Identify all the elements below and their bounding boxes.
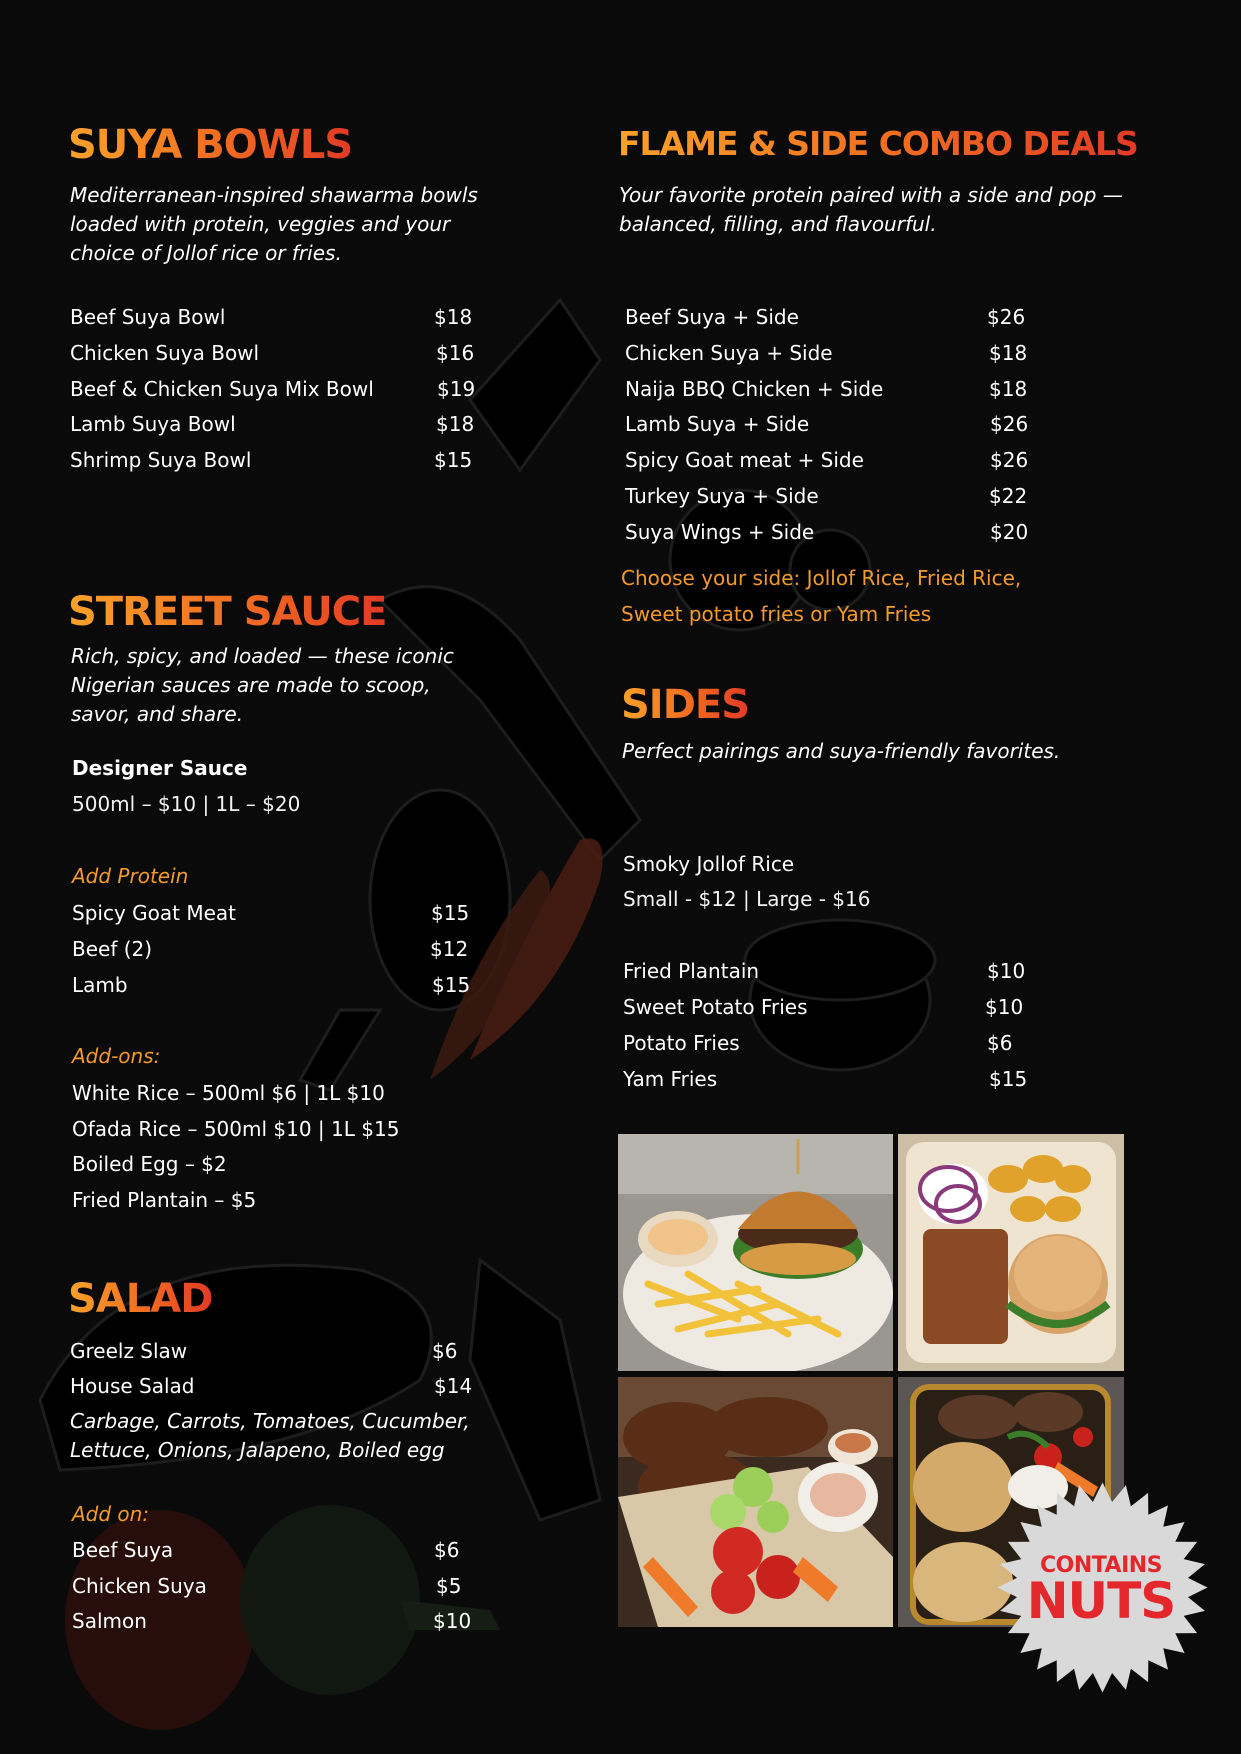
street-sauce-description: Rich, spicy, and loaded — these iconic Nigerian sauces are made to scoop, savor, and share. [71,644,454,726]
combo-side-note-line2: Sweet potato fries or Yam Fries [621,602,932,626]
item-price: $18 [434,305,473,329]
designer-sauce-title: Designer Sauce [72,756,248,780]
list-item [70,1372,490,1400]
list-item [625,375,1045,403]
photo-burger-fries [618,1134,893,1371]
list-item [625,339,1045,367]
item-name: Suya Wings + Side [625,520,815,544]
item-price: $15 [432,973,471,997]
addons-label: Add-ons: [72,1044,161,1068]
item-name: Lamb Suya Bowl [70,412,236,436]
item-price: $26 [990,412,1029,436]
item-price: $18 [436,412,475,436]
list-item [70,339,490,367]
item-name: Yam Fries [623,1067,718,1091]
item-price: $26 [987,305,1026,329]
jollof-sizes: Small - $12 | Large - $16 [623,887,871,911]
badge-nuts-text: NUTS [1026,1572,1176,1630]
item-name: Lamb [72,973,128,997]
item-price: $18 [989,341,1028,365]
item-price: $15 [434,448,473,472]
item-name: Greelz Slaw [70,1339,188,1363]
list-item [625,518,1045,546]
list-item [623,993,1043,1021]
list-item [623,1029,1043,1057]
list-item [70,375,490,403]
add-protein-label: Add Protein [72,864,189,888]
salad-addon-label: Add on: [72,1502,150,1526]
list-item [625,410,1045,438]
badge-contains-text: CONTAINS [1039,1553,1163,1578]
item-name: Spicy Goat meat + Side [625,448,864,472]
combo-deals-title: FLAME & SIDE COMBO DEALS [618,124,1138,163]
list-item [625,482,1045,510]
list-item: Ofada Rice – 500ml $10 | 1L $15 [72,1117,400,1141]
list-item [72,971,492,999]
item-price: $5 [436,1574,462,1598]
item-name: Chicken Suya [72,1574,207,1598]
item-name: Turkey Suya + Side [625,484,819,508]
jollof-title: Smoky Jollof Rice [623,852,795,876]
list-item [72,1607,492,1635]
list-item [72,935,492,963]
list-item [72,1572,492,1600]
list-item [623,1065,1043,1093]
sides-description: Perfect pairings and suya-friendly favorites. [622,739,1061,763]
list-item [70,446,490,474]
item-price: $26 [990,448,1029,472]
item-name: Beef Suya Bowl [70,305,226,329]
item-price: $15 [989,1067,1028,1091]
item-price: $10 [985,995,1024,1019]
street-sauce-title: STREET SAUCE [68,589,387,635]
item-name: Naija BBQ Chicken + Side [625,377,884,401]
item-price: $20 [990,520,1029,544]
item-price: $16 [436,341,475,365]
item-name: Chicken Suya + Side [625,341,833,365]
photo-suya-salad-box [618,1377,893,1627]
combo-deals-description: Your favorite protein paired with a side and pop — balanced, filling, and flavourful. [619,183,1123,236]
item-price: $14 [434,1374,473,1398]
photo-plantain-platter [898,1134,1124,1371]
list-item [70,1337,490,1365]
suya-bowls-title: SUYA BOWLS [68,122,353,168]
item-name: Beef (2) [72,937,153,961]
item-name: Sweet Potato Fries [623,995,808,1019]
item-price: $10 [987,959,1026,983]
list-item [623,957,1043,985]
item-price: $10 [433,1609,472,1633]
item-name: Beef & Chicken Suya Mix Bowl [70,377,374,401]
list-item [72,1536,492,1564]
list-item: White Rice – 500ml $6 | 1L $10 [72,1081,385,1105]
item-name: Beef Suya [72,1538,174,1562]
suya-bowls-description: Mediterranean-inspired shawarma bowls loaded with protein, veggies and your choice of Jollof rice or fries. [70,183,478,265]
list-item [625,303,1045,331]
item-price: $15 [431,901,470,925]
sides-title: SIDES [621,682,750,728]
item-price: $6 [987,1031,1013,1055]
list-item [70,410,490,438]
item-name: Beef Suya + Side [625,305,799,329]
item-price: $6 [432,1339,458,1363]
list-item [70,303,490,331]
item-name: Fried Plantain [623,959,760,983]
salad-ingredients: Carbage, Carrots, Tomatoes, Cucumber, Lettuce, Onions, Jalapeno, Boiled egg [70,1409,470,1462]
item-price: $12 [430,937,469,961]
item-price: $18 [989,377,1028,401]
combo-side-note-line1: Choose your side: Jollof Rice, Fried Rice, [621,566,1022,590]
list-item: Boiled Egg – $2 [72,1152,227,1176]
item-price: $22 [989,484,1028,508]
item-name: Shrimp Suya Bowl [70,448,252,472]
item-name: Spicy Goat Meat [72,901,236,925]
item-price: $6 [434,1538,460,1562]
list-item [72,899,492,927]
list-item: Fried Plantain – $5 [72,1188,257,1212]
item-price: $19 [437,377,476,401]
item-name: Chicken Suya Bowl [70,341,260,365]
item-name: Potato Fries [623,1031,740,1055]
item-name: Salmon [72,1609,147,1633]
designer-sauce-sizes: 500ml – $10 | 1L – $20 [72,792,301,816]
item-name: Lamb Suya + Side [625,412,810,436]
item-name: House Salad [70,1374,195,1398]
salad-title: SALAD [68,1276,213,1322]
list-item [625,446,1045,474]
